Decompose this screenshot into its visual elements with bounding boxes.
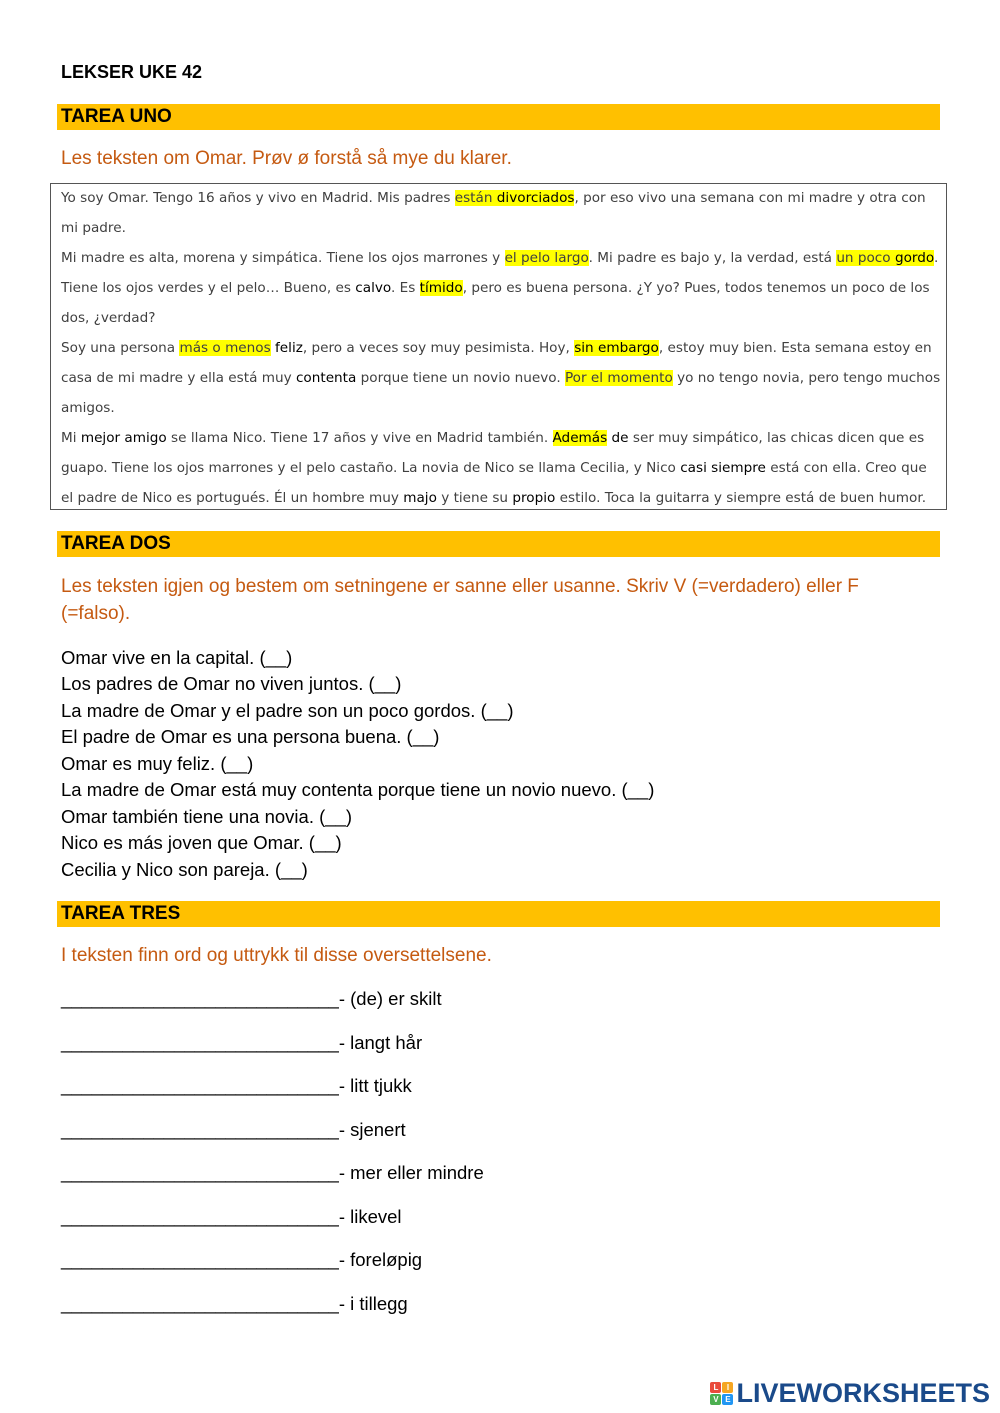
statement-item[interactable]: La madre de Omar está muy contenta porque tiene un novio nuevo. (__): [61, 779, 655, 800]
instruction-tres: I teksten finn ord og uttrykk til disse oversettelsene.: [61, 945, 492, 966]
reading-text-box: [50, 183, 947, 510]
text-run: se llama Nico. Tiene 17 años y vive en Madrid también.: [166, 430, 553, 446]
reading-paragraph-3: [61, 333, 941, 423]
text-run: , por eso vivo una semana con mi madre y otra con mi padre.: [61, 190, 926, 236]
statement-item[interactable]: Nico es más joven que Omar. (__): [61, 832, 342, 853]
answer-blank[interactable]: ___________________________: [61, 1249, 339, 1270]
vocab-translation: - foreløpig: [338, 1249, 423, 1270]
answer-blank[interactable]: ___________________________: [61, 1206, 339, 1227]
text-run: . Mi padre es bajo y, la verdad, está: [588, 250, 837, 266]
answer-blank[interactable]: ___________________________: [61, 1032, 339, 1053]
statement-item[interactable]: Cecilia y Nico son pareja. (__): [61, 859, 308, 880]
highlighted-phrase: más o menos: [179, 340, 271, 356]
text-run: Mi: [61, 430, 81, 446]
answer-blank[interactable]: ___________________________: [61, 1075, 339, 1096]
text-run: Yo soy Omar. Tengo 16 años y vivo en Madrid. Mis padres: [61, 190, 455, 206]
text-run: de: [611, 430, 629, 446]
answer-blank[interactable]: ___________________________: [61, 1119, 339, 1140]
text-run: feliz: [275, 340, 303, 356]
text-run: contenta: [295, 370, 357, 386]
text-run: Mi madre es alta, morena y simpática. Tiene los ojos marrones y: [61, 250, 505, 266]
text-run: Soy una persona: [61, 340, 180, 356]
highlighted-phrase: Por el momento: [564, 370, 673, 386]
statement-item[interactable]: Omar también tiene una novia. (__): [61, 806, 353, 827]
text-run: calvo: [355, 280, 391, 296]
logo-mark-letter: I: [722, 1382, 733, 1393]
answer-blank[interactable]: ___________________________: [61, 1293, 339, 1314]
section-band-dos: [57, 531, 940, 557]
vocab-row: [61, 1293, 408, 1315]
vocab-translation: - likevel: [338, 1206, 402, 1227]
text-run: , pero a veces soy muy pesimista. Hoy,: [302, 340, 575, 356]
highlighted-phrase: sin embargo: [574, 340, 659, 356]
statement-item[interactable]: Omar es muy feliz. (__): [61, 753, 254, 774]
vocab-row: [61, 1032, 422, 1054]
logo-mark-letter: V: [710, 1394, 721, 1405]
logo-mark-letter: E: [722, 1394, 733, 1405]
vocab-translation: - i tillegg: [338, 1293, 408, 1314]
text-run: . Tiene los ojos verdes y el pelo… Bueno, es: [61, 250, 939, 296]
vocab-translation: - (de) er skilt: [338, 988, 442, 1009]
highlighted-phrase: gordo: [894, 250, 934, 266]
vocab-row: [61, 988, 442, 1010]
instruction-dos-line-1: Les teksten igjen og bestem om setningene er sanne eller usanne. Skriv V (=verdadero) eller F: [61, 576, 859, 597]
text-run: majo: [403, 490, 437, 506]
text-run: casi siempre: [680, 460, 766, 476]
vocab-translation: - litt tjukk: [338, 1075, 412, 1096]
vocab-translation: - mer eller mindre: [338, 1162, 484, 1183]
statement-item[interactable]: La madre de Omar y el padre son un poco gordos. (__): [61, 700, 514, 721]
section-heading-uno: TAREA UNO: [61, 106, 172, 127]
highlighted-phrase: Además: [552, 430, 608, 446]
highlighted-phrase: están: [454, 190, 493, 206]
vocab-row: [61, 1119, 406, 1141]
highlighted-phrase: el pelo largo: [504, 250, 589, 266]
text-run: yo no tengo novia, pero tengo muchos amigos.: [61, 370, 941, 416]
section-heading-tres: TAREA TRES: [61, 903, 181, 924]
logo-mark-letter: L: [710, 1382, 721, 1393]
logo-text: LIVEWORKSHEETS: [736, 1377, 990, 1408]
text-run: ser muy simpático, las chicas dicen que es guapo. Tiene los ojos marrones y el pelo castaño. La novia de Nico se llama Cecilia, y Nico: [61, 430, 925, 476]
vocab-row: [61, 1162, 484, 1184]
text-run: mejor amigo: [80, 430, 167, 446]
text-run: . Es: [390, 280, 420, 296]
highlighted-phrase: un poco: [836, 250, 895, 266]
section-heading-dos: TAREA DOS: [61, 533, 171, 554]
statement-item[interactable]: El padre de Omar es una persona buena. (__): [61, 726, 440, 747]
instruction-dos: [61, 573, 859, 627]
answer-blank[interactable]: ___________________________: [61, 988, 339, 1009]
text-run: , estoy muy bien. Esta semana estoy en casa de mi madre y ella está muy: [61, 340, 932, 386]
text-run: y tiene su: [436, 490, 513, 506]
liveworksheets-logo[interactable]: [710, 1378, 990, 1408]
section-band-tres: [57, 901, 940, 927]
instruction-dos-line-2: (=falso).: [61, 603, 131, 624]
page-title: LEKSER UKE 42: [61, 62, 203, 82]
reading-paragraph-4: [61, 423, 941, 513]
text-run: está con ella. Creo que el padre de Nico es portugués. Él un hombre muy: [61, 460, 927, 506]
vocab-row: [61, 1249, 422, 1271]
highlighted-phrase: tímido: [419, 280, 463, 296]
reading-paragraph-2: [61, 243, 941, 333]
statement-item[interactable]: Omar vive en la capital. (__): [61, 647, 293, 668]
text-run: estilo. Toca la guitarra y siempre está de buen humor.: [555, 490, 927, 506]
logo-mark-icon: [710, 1382, 733, 1405]
vocab-row: [61, 1206, 402, 1228]
reading-paragraph-1: [61, 183, 941, 243]
vocab-row: [61, 1075, 412, 1097]
text-run: , pero es buena persona. ¿Y yo? Pues, todos tenemos un poco de los dos, ¿verdad?: [61, 280, 930, 326]
text-run: porque tiene un novio nuevo.: [356, 370, 565, 386]
statement-item[interactable]: Los padres de Omar no viven juntos. (__): [61, 673, 402, 694]
vocab-translation: - sjenert: [338, 1119, 406, 1140]
text-run: propio: [512, 490, 556, 506]
answer-blank[interactable]: ___________________________: [61, 1162, 339, 1183]
section-band-uno: [57, 104, 940, 130]
highlighted-phrase: divorciados: [496, 190, 575, 206]
vocab-translation: - langt hår: [338, 1032, 423, 1053]
instruction-uno: Les teksten om Omar. Prøv ø forstå så mye du klarer.: [61, 148, 512, 169]
